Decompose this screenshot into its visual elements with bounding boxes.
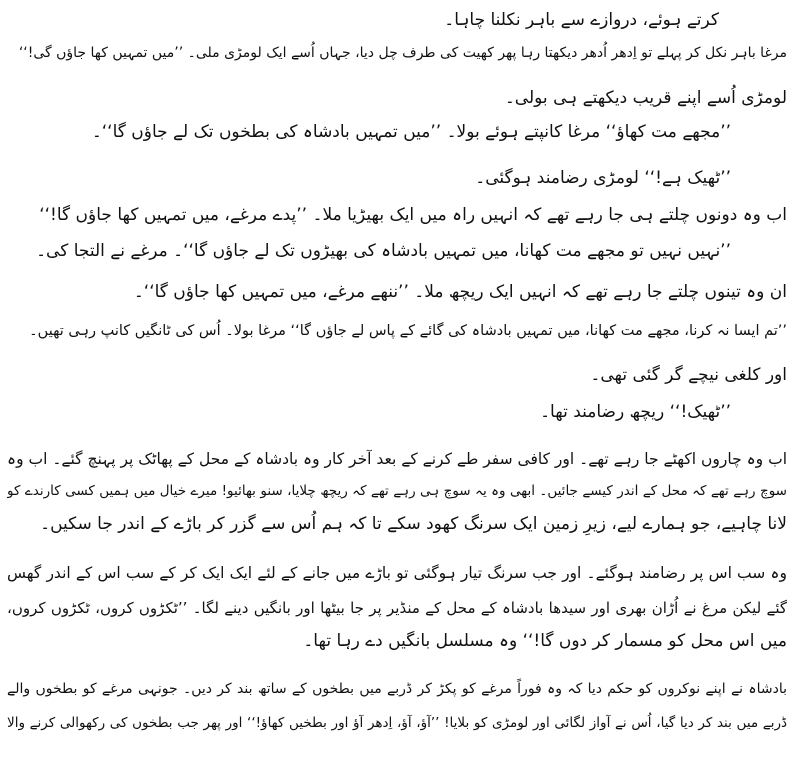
text-line-10: اور کلغی نیچے گر گئی تھی۔ [590,365,787,385]
text-line-1: کرتے ہوئے، دروازے سے باہر نکلنا چاہا۔ [444,10,719,30]
text-line-3: لومڑی اُسے اپنے قریب دیکھتے ہی بولی۔ [504,88,787,108]
text-line-12: اب وہ چاروں اکھٹے جا رہے تھے۔ اور کافی سفر طے کرنے کے بعد آخر کار وہ بادشاہ کے محل کے پھاٹک پر پہنچ گئے۔ اب وہ [7,450,787,468]
text-line-13: سوچ رہے تھے کہ محل کے اندر کیسے جائیں۔ ابھی وہ یہ سوچ ہی رہے تھے کہ ریچھ چلایا، سنو بھائیو! میرے خیال میں ہمیں کسی کارندے کو [7,483,787,499]
text-line-18: بادشاہ نے اپنے نوکروں کو حکم دیا کہ وہ فوراً مرغے کو پکڑ کر ڈربے میں بطخوں کے ساتھ بند کر دیں۔ جونہی مرغے کو بطخوں والے [7,681,787,697]
text-line-15: وہ سب اس پر رضامند ہوگئے۔ اور جب سرنگ تیار ہوگئی تو باڑے میں جانے کے لئے ایک ایک کر کے سب اس کے اندر گھس [7,564,787,582]
text-line-17: میں اس محل کو مسمار کر دوں گا!‘‘ وہ مسلسل بانگیں دے رہا تھا۔ [303,631,787,651]
text-line-6: اب وہ دونوں چلتے ہی جا رہے تھے کہ انہیں راہ میں ایک بھیڑیا ملا۔ ’’پدے مرغے، میں تمہیں کھا جاؤں گا!‘‘ [39,205,787,225]
text-line-14: لانا چاہیے، جو ہمارے لیے، زیرِ زمین ایک سرنگ کھود سکے تا کہ ہم اُس سے گزر کر باڑے کے اندر جا سکیں۔ [40,514,787,534]
text-line-11: ’’ٹھیک!‘‘ ریچھ رضامند تھا۔ [540,402,731,422]
text-line-8: ان وہ تینوں چلتے جا رہے تھے کہ انہیں ایک ریچھ ملا۔ ’’ننھے مرغے، میں تمہیں کھا جاؤں گا‘‘۔ [133,282,787,302]
text-line-2: مرغا باہر نکل کر پہلے تو اِدھر اُدھر دیکھتا رہا پھر کھیت کی طرف چل دیا، جہاں اُسے ایک لومڑی ملی۔ ’’میں تمہیں کھا جاؤں گی!‘‘ [18,45,787,61]
text-line-19: ڈربے میں بند کر دیا گیا، اُس نے آواز لگائی اور لومڑی کو بلایا! ’’آؤ، آؤ، اِدھر آؤ اور بطخیں کھاؤ!‘‘ اور پھر جب بطخوں کی رکھوالی کرنے والا [7,715,787,731]
text-line-4: ’’مجھے مت کھاؤ‘‘ مرغا کانپتے ہوئے بولا۔ ’’میں تمہیں بادشاہ کی بطخوں تک لے جاؤں گا‘‘۔ [91,122,731,142]
text-line-5: ’’ٹھیک ہے!‘‘ لومڑی رضامند ہوگئی۔ [475,168,731,188]
text-line-7: ’’نہیں نہیں تو مجھے مت کھانا، میں تمہیں بادشاہ کی بھیڑوں تک لے جاؤں گا‘‘۔ مرغے نے التجا کی۔ [36,241,731,261]
text-line-16: گئے لیکن مرغ نے اُڑان بھری اور سیدھا بادشاہ کے محل کے منڈیر پر جا بیٹھا اور بانگیں دینے لگا۔ ’’ٹکڑوں کروں، ٹکڑوں کروں، [7,599,787,617]
text-line-9: ’’تم ایسا نہ کرنا، مجھے مت کھانا، میں تمہیں بادشاہ کی گائے کے پاس لے جاؤں گا‘‘ مرغا بولا۔ اُس کی ٹانگیں کانپ رہی تھیں۔ [29,323,787,339]
